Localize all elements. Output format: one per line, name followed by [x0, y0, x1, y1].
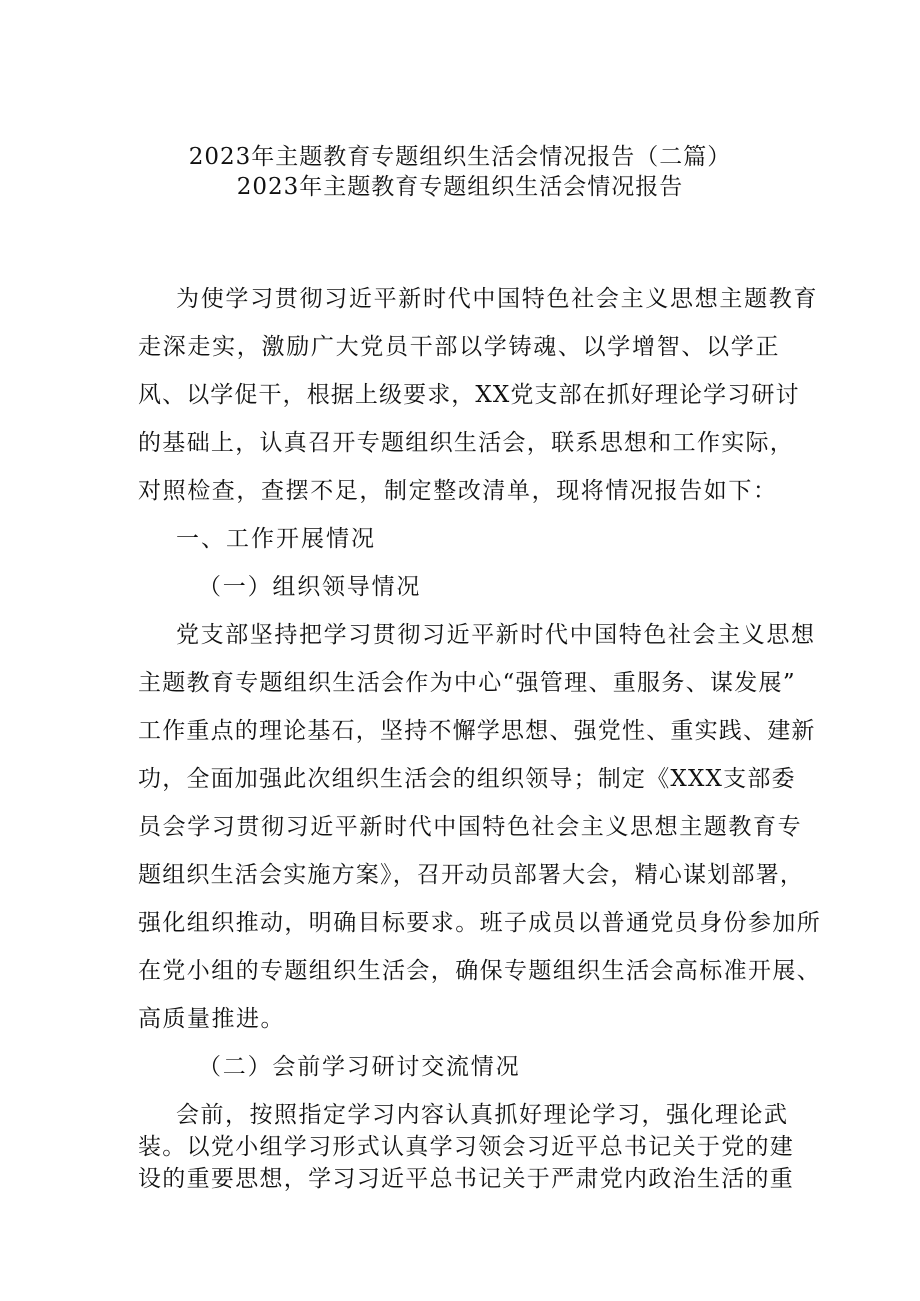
- paragraph-line: 的基础上，认真召开专题组织生活会，联系思想和工作实际，: [138, 430, 795, 456]
- paragraph-line: 在党小组的专题组织生活会，确保专题组织生活会高标准开展、: [138, 958, 822, 984]
- subsection-heading: （二）会前学习研讨交流情况: [198, 1054, 521, 1080]
- document-subtitle: 2023年主题教育专题组织生活会情况报告: [236, 174, 684, 200]
- paragraph-line: 走深走实，激励广大党员干部以学铸魂、以学增智、以学正: [138, 334, 781, 360]
- paragraph-line: 设的重要思想，学习习近平总书记关于严肃党内政治生活的重: [138, 1166, 795, 1192]
- paragraph-line: 为使学习贯彻习近平新时代中国特色社会主义思想主题教育: [176, 286, 819, 312]
- paragraph-line: 主题教育专题组织生活会作为中心“强管理、重服务、谋发展”: [138, 670, 796, 696]
- paragraph-line: 党支部坚持把学习贯彻习近平新时代中国特色社会主义思想: [176, 622, 816, 648]
- paragraph-line: 工作重点的理论基石，坚持不懈学思想、强党性、重实践、建新: [138, 718, 816, 744]
- paragraph-line: 会前，按照指定学习内容认真抓好理论学习，强化理论武: [176, 1102, 789, 1128]
- subsection-heading: （一）组织领导情况: [198, 574, 422, 600]
- paragraph-line: 高质量推进。: [138, 1006, 285, 1032]
- section-heading: 一、工作开展情况: [176, 526, 376, 552]
- paragraph-line: 题组织生活会实施方案》，召开动员部署大会，精心谋划部署，: [138, 862, 805, 888]
- paragraph-line: 强化组织推动，明确目标要求。班子成员以普通党员身份参加所: [138, 910, 822, 936]
- title-block: [0, 142, 920, 202]
- document-title: 2023年主题教育专题组织生活会情况报告（二篇）: [188, 144, 732, 170]
- paragraph-line: 装。以党小组学习形式认真学习领会习近平总书记关于党的建: [138, 1134, 795, 1160]
- paragraph-line: 对照检查，查摆不足，制定整改清单，现将情况报告如下：: [138, 478, 778, 504]
- paragraph-line: 功，全面加强此次组织生活会的组织领导；制定《XXX支部委: [138, 766, 796, 792]
- paragraph-line: 员会学习贯彻习近平新时代中国特色社会主义思想主题教育专: [138, 814, 803, 840]
- paragraph-line: 风、以学促干，根据上级要求，XX党支部在抓好理论学习研讨: [138, 382, 800, 408]
